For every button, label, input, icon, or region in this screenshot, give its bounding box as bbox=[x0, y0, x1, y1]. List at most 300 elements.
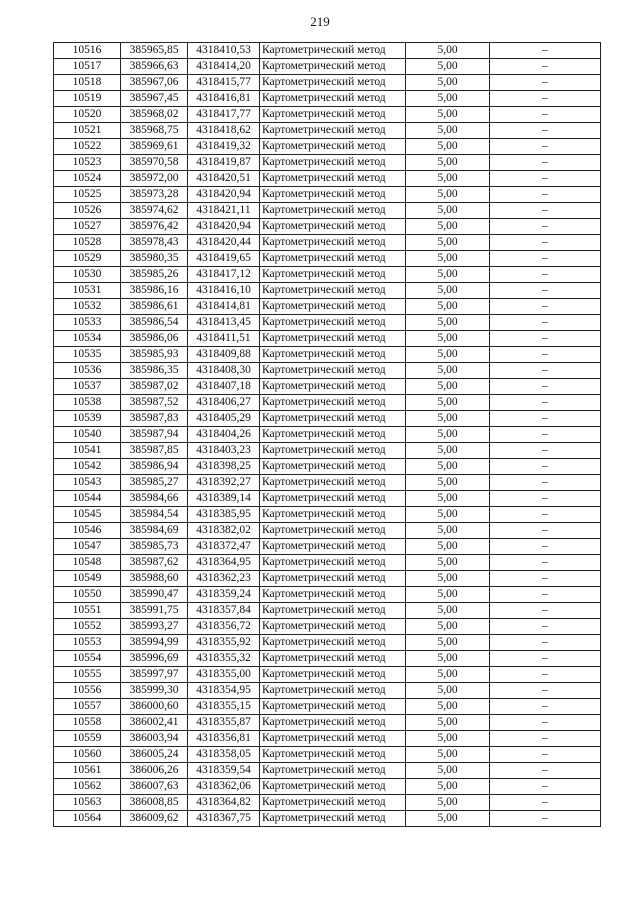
description-cell: – bbox=[490, 779, 601, 795]
accuracy-cell: 5,00 bbox=[406, 651, 490, 667]
x-coordinate-cell: 385980,35 bbox=[121, 251, 188, 267]
table-row bbox=[54, 363, 601, 379]
accuracy-cell: 5,00 bbox=[406, 603, 490, 619]
description-cell: – bbox=[490, 555, 601, 571]
description-cell: – bbox=[490, 763, 601, 779]
point-number-cell: 10555 bbox=[54, 667, 121, 683]
method-cell: Картометрический метод bbox=[260, 219, 406, 235]
point-number-cell: 10542 bbox=[54, 459, 121, 475]
table-row bbox=[54, 315, 601, 331]
y-coordinate-cell: 4318407,18 bbox=[188, 379, 260, 395]
description-cell: – bbox=[490, 603, 601, 619]
table-row bbox=[54, 139, 601, 155]
page-number: 219 bbox=[310, 14, 330, 29]
accuracy-cell: 5,00 bbox=[406, 555, 490, 571]
method-cell: Картометрический метод bbox=[260, 347, 406, 363]
table-row bbox=[54, 283, 601, 299]
accuracy-cell: 5,00 bbox=[406, 347, 490, 363]
x-coordinate-cell: 385987,52 bbox=[121, 395, 188, 411]
y-coordinate-cell: 4318415,77 bbox=[188, 75, 260, 91]
table-row bbox=[54, 395, 601, 411]
description-cell: – bbox=[490, 331, 601, 347]
method-cell: Картометрический метод bbox=[260, 635, 406, 651]
table-row bbox=[54, 699, 601, 715]
accuracy-cell: 5,00 bbox=[406, 699, 490, 715]
x-coordinate-cell: 385986,16 bbox=[121, 283, 188, 299]
method-cell: Картометрический метод bbox=[260, 619, 406, 635]
table-row bbox=[54, 251, 601, 267]
x-coordinate-cell: 385985,73 bbox=[121, 539, 188, 555]
x-coordinate-cell: 385993,27 bbox=[121, 619, 188, 635]
method-cell: Картометрический метод bbox=[260, 379, 406, 395]
y-coordinate-cell: 4318359,54 bbox=[188, 763, 260, 779]
y-coordinate-cell: 4318413,45 bbox=[188, 315, 260, 331]
description-cell: – bbox=[490, 459, 601, 475]
table-row bbox=[54, 571, 601, 587]
accuracy-cell: 5,00 bbox=[406, 667, 490, 683]
point-number-cell: 10551 bbox=[54, 603, 121, 619]
y-coordinate-cell: 4318389,14 bbox=[188, 491, 260, 507]
description-cell: – bbox=[490, 667, 601, 683]
description-cell: – bbox=[490, 267, 601, 283]
y-coordinate-cell: 4318411,51 bbox=[188, 331, 260, 347]
description-cell: – bbox=[490, 427, 601, 443]
accuracy-cell: 5,00 bbox=[406, 363, 490, 379]
x-coordinate-cell: 385990,47 bbox=[121, 587, 188, 603]
description-cell: – bbox=[490, 683, 601, 699]
accuracy-cell: 5,00 bbox=[406, 155, 490, 171]
accuracy-cell: 5,00 bbox=[406, 731, 490, 747]
method-cell: Картометрический метод bbox=[260, 203, 406, 219]
accuracy-cell: 5,00 bbox=[406, 43, 490, 59]
description-cell: – bbox=[490, 315, 601, 331]
description-cell: – bbox=[490, 523, 601, 539]
point-number-cell: 10533 bbox=[54, 315, 121, 331]
method-cell: Картометрический метод bbox=[260, 443, 406, 459]
accuracy-cell: 5,00 bbox=[406, 811, 490, 827]
point-number-cell: 10541 bbox=[54, 443, 121, 459]
description-cell: – bbox=[490, 283, 601, 299]
method-cell: Картометрический метод bbox=[260, 539, 406, 555]
x-coordinate-cell: 385973,28 bbox=[121, 187, 188, 203]
method-cell: Картометрический метод bbox=[260, 187, 406, 203]
x-coordinate-cell: 385984,66 bbox=[121, 491, 188, 507]
point-number-cell: 10531 bbox=[54, 283, 121, 299]
method-cell: Картометрический метод bbox=[260, 43, 406, 59]
method-cell: Картометрический метод bbox=[260, 571, 406, 587]
method-cell: Картометрический метод bbox=[260, 587, 406, 603]
y-coordinate-cell: 4318372,47 bbox=[188, 539, 260, 555]
description-cell: – bbox=[490, 411, 601, 427]
y-coordinate-cell: 4318406,27 bbox=[188, 395, 260, 411]
description-cell: – bbox=[490, 699, 601, 715]
point-number-cell: 10543 bbox=[54, 475, 121, 491]
method-cell: Картометрический метод bbox=[260, 683, 406, 699]
accuracy-cell: 5,00 bbox=[406, 75, 490, 91]
table-row bbox=[54, 443, 601, 459]
point-number-cell: 10547 bbox=[54, 539, 121, 555]
x-coordinate-cell: 385987,62 bbox=[121, 555, 188, 571]
y-coordinate-cell: 4318358,05 bbox=[188, 747, 260, 763]
accuracy-cell: 5,00 bbox=[406, 491, 490, 507]
method-cell: Картометрический метод bbox=[260, 299, 406, 315]
accuracy-cell: 5,00 bbox=[406, 59, 490, 75]
y-coordinate-cell: 4318364,82 bbox=[188, 795, 260, 811]
point-number-cell: 10556 bbox=[54, 683, 121, 699]
description-cell: – bbox=[490, 811, 601, 827]
table-row bbox=[54, 635, 601, 651]
x-coordinate-cell: 385986,61 bbox=[121, 299, 188, 315]
description-cell: – bbox=[490, 539, 601, 555]
description-cell: – bbox=[490, 171, 601, 187]
table-row bbox=[54, 683, 601, 699]
accuracy-cell: 5,00 bbox=[406, 571, 490, 587]
point-number-cell: 10534 bbox=[54, 331, 121, 347]
y-coordinate-cell: 4318354,95 bbox=[188, 683, 260, 699]
x-coordinate-cell: 385976,42 bbox=[121, 219, 188, 235]
x-coordinate-cell: 386003,94 bbox=[121, 731, 188, 747]
method-cell: Картометрический метод bbox=[260, 315, 406, 331]
y-coordinate-cell: 4318398,25 bbox=[188, 459, 260, 475]
description-cell: – bbox=[490, 251, 601, 267]
y-coordinate-cell: 4318408,30 bbox=[188, 363, 260, 379]
method-cell: Картометрический метод bbox=[260, 59, 406, 75]
y-coordinate-cell: 4318355,00 bbox=[188, 667, 260, 683]
description-cell: – bbox=[490, 747, 601, 763]
x-coordinate-cell: 385984,54 bbox=[121, 507, 188, 523]
point-number-cell: 10521 bbox=[54, 123, 121, 139]
y-coordinate-cell: 4318364,95 bbox=[188, 555, 260, 571]
table-row bbox=[54, 539, 601, 555]
y-coordinate-cell: 4318359,24 bbox=[188, 587, 260, 603]
method-cell: Картометрический метод bbox=[260, 411, 406, 427]
table-row bbox=[54, 123, 601, 139]
table-row bbox=[54, 779, 601, 795]
method-cell: Картометрический метод bbox=[260, 75, 406, 91]
point-number-cell: 10563 bbox=[54, 795, 121, 811]
x-coordinate-cell: 385988,60 bbox=[121, 571, 188, 587]
accuracy-cell: 5,00 bbox=[406, 715, 490, 731]
accuracy-cell: 5,00 bbox=[406, 523, 490, 539]
table-row bbox=[54, 43, 601, 59]
method-cell: Картометрический метод bbox=[260, 715, 406, 731]
x-coordinate-cell: 385967,45 bbox=[121, 91, 188, 107]
description-cell: – bbox=[490, 299, 601, 315]
description-cell: – bbox=[490, 347, 601, 363]
accuracy-cell: 5,00 bbox=[406, 331, 490, 347]
accuracy-cell: 5,00 bbox=[406, 395, 490, 411]
y-coordinate-cell: 4318403,23 bbox=[188, 443, 260, 459]
table-row bbox=[54, 75, 601, 91]
method-cell: Картометрический метод bbox=[260, 363, 406, 379]
table-row bbox=[54, 475, 601, 491]
accuracy-cell: 5,00 bbox=[406, 251, 490, 267]
accuracy-cell: 5,00 bbox=[406, 763, 490, 779]
method-cell: Картометрический метод bbox=[260, 763, 406, 779]
accuracy-cell: 5,00 bbox=[406, 635, 490, 651]
point-number-cell: 10564 bbox=[54, 811, 121, 827]
accuracy-cell: 5,00 bbox=[406, 187, 490, 203]
x-coordinate-cell: 386007,63 bbox=[121, 779, 188, 795]
method-cell: Картометрический метод bbox=[260, 155, 406, 171]
accuracy-cell: 5,00 bbox=[406, 747, 490, 763]
y-coordinate-cell: 4318355,15 bbox=[188, 699, 260, 715]
description-cell: – bbox=[490, 107, 601, 123]
point-number-cell: 10535 bbox=[54, 347, 121, 363]
table-row bbox=[54, 619, 601, 635]
y-coordinate-cell: 4318420,51 bbox=[188, 171, 260, 187]
method-cell: Картометрический метод bbox=[260, 667, 406, 683]
description-cell: – bbox=[490, 187, 601, 203]
x-coordinate-cell: 385986,94 bbox=[121, 459, 188, 475]
table-row bbox=[54, 235, 601, 251]
accuracy-cell: 5,00 bbox=[406, 411, 490, 427]
point-number-cell: 10560 bbox=[54, 747, 121, 763]
method-cell: Картометрический метод bbox=[260, 395, 406, 411]
point-number-cell: 10526 bbox=[54, 203, 121, 219]
y-coordinate-cell: 4318419,65 bbox=[188, 251, 260, 267]
x-coordinate-cell: 385978,43 bbox=[121, 235, 188, 251]
method-cell: Картометрический метод bbox=[260, 139, 406, 155]
table-row bbox=[54, 603, 601, 619]
table-row bbox=[54, 379, 601, 395]
accuracy-cell: 5,00 bbox=[406, 683, 490, 699]
point-number-cell: 10552 bbox=[54, 619, 121, 635]
table-row bbox=[54, 299, 601, 315]
coordinates-table bbox=[53, 42, 601, 827]
x-coordinate-cell: 386005,24 bbox=[121, 747, 188, 763]
y-coordinate-cell: 4318421,11 bbox=[188, 203, 260, 219]
method-cell: Картометрический метод bbox=[260, 331, 406, 347]
table-row bbox=[54, 651, 601, 667]
point-number-cell: 10536 bbox=[54, 363, 121, 379]
table-row bbox=[54, 203, 601, 219]
table-row bbox=[54, 171, 601, 187]
y-coordinate-cell: 4318414,81 bbox=[188, 299, 260, 315]
table-row bbox=[54, 347, 601, 363]
y-coordinate-cell: 4318419,87 bbox=[188, 155, 260, 171]
point-number-cell: 10520 bbox=[54, 107, 121, 123]
method-cell: Картометрический метод bbox=[260, 107, 406, 123]
description-cell: – bbox=[490, 795, 601, 811]
method-cell: Картометрический метод bbox=[260, 283, 406, 299]
description-cell: – bbox=[490, 587, 601, 603]
y-coordinate-cell: 4318382,02 bbox=[188, 523, 260, 539]
accuracy-cell: 5,00 bbox=[406, 299, 490, 315]
point-number-cell: 10544 bbox=[54, 491, 121, 507]
description-cell: – bbox=[490, 475, 601, 491]
accuracy-cell: 5,00 bbox=[406, 507, 490, 523]
method-cell: Картометрический метод bbox=[260, 123, 406, 139]
x-coordinate-cell: 385984,69 bbox=[121, 523, 188, 539]
table-row bbox=[54, 155, 601, 171]
y-coordinate-cell: 4318420,94 bbox=[188, 187, 260, 203]
description-cell: – bbox=[490, 635, 601, 651]
method-cell: Картометрический метод bbox=[260, 779, 406, 795]
method-cell: Картометрический метод bbox=[260, 651, 406, 667]
point-number-cell: 10550 bbox=[54, 587, 121, 603]
point-number-cell: 10527 bbox=[54, 219, 121, 235]
x-coordinate-cell: 385986,54 bbox=[121, 315, 188, 331]
point-number-cell: 10548 bbox=[54, 555, 121, 571]
x-coordinate-cell: 386002,41 bbox=[121, 715, 188, 731]
x-coordinate-cell: 385968,02 bbox=[121, 107, 188, 123]
table-row bbox=[54, 219, 601, 235]
description-cell: – bbox=[490, 507, 601, 523]
x-coordinate-cell: 386006,26 bbox=[121, 763, 188, 779]
point-number-cell: 10549 bbox=[54, 571, 121, 587]
x-coordinate-cell: 386008,85 bbox=[121, 795, 188, 811]
method-cell: Картометрический метод bbox=[260, 171, 406, 187]
accuracy-cell: 5,00 bbox=[406, 171, 490, 187]
point-number-cell: 10554 bbox=[54, 651, 121, 667]
y-coordinate-cell: 4318414,20 bbox=[188, 59, 260, 75]
point-number-cell: 10546 bbox=[54, 523, 121, 539]
y-coordinate-cell: 4318418,62 bbox=[188, 123, 260, 139]
point-number-cell: 10522 bbox=[54, 139, 121, 155]
y-coordinate-cell: 4318392,27 bbox=[188, 475, 260, 491]
table-row bbox=[54, 555, 601, 571]
y-coordinate-cell: 4318409,88 bbox=[188, 347, 260, 363]
y-coordinate-cell: 4318355,32 bbox=[188, 651, 260, 667]
method-cell: Картометрический метод bbox=[260, 731, 406, 747]
method-cell: Картометрический метод bbox=[260, 699, 406, 715]
table-row bbox=[54, 267, 601, 283]
x-coordinate-cell: 385987,85 bbox=[121, 443, 188, 459]
x-coordinate-cell: 385972,00 bbox=[121, 171, 188, 187]
point-number-cell: 10537 bbox=[54, 379, 121, 395]
description-cell: – bbox=[490, 395, 601, 411]
method-cell: Картометрический метод bbox=[260, 91, 406, 107]
point-number-cell: 10529 bbox=[54, 251, 121, 267]
method-cell: Картометрический метод bbox=[260, 235, 406, 251]
method-cell: Картометрический метод bbox=[260, 811, 406, 827]
table-row bbox=[54, 107, 601, 123]
table-row bbox=[54, 331, 601, 347]
x-coordinate-cell: 386000,60 bbox=[121, 699, 188, 715]
description-cell: – bbox=[490, 59, 601, 75]
description-cell: – bbox=[490, 443, 601, 459]
x-coordinate-cell: 385987,83 bbox=[121, 411, 188, 427]
method-cell: Картометрический метод bbox=[260, 267, 406, 283]
description-cell: – bbox=[490, 651, 601, 667]
point-number-cell: 10561 bbox=[54, 763, 121, 779]
y-coordinate-cell: 4318416,81 bbox=[188, 91, 260, 107]
y-coordinate-cell: 4318419,32 bbox=[188, 139, 260, 155]
y-coordinate-cell: 4318405,29 bbox=[188, 411, 260, 427]
x-coordinate-cell: 385965,85 bbox=[121, 43, 188, 59]
y-coordinate-cell: 4318420,94 bbox=[188, 219, 260, 235]
point-number-cell: 10530 bbox=[54, 267, 121, 283]
y-coordinate-cell: 4318410,53 bbox=[188, 43, 260, 59]
accuracy-cell: 5,00 bbox=[406, 619, 490, 635]
point-number-cell: 10540 bbox=[54, 427, 121, 443]
x-coordinate-cell: 385987,02 bbox=[121, 379, 188, 395]
coordinates-table-body bbox=[54, 43, 601, 827]
accuracy-cell: 5,00 bbox=[406, 459, 490, 475]
point-number-cell: 10523 bbox=[54, 155, 121, 171]
table-row bbox=[54, 731, 601, 747]
x-coordinate-cell: 385987,94 bbox=[121, 427, 188, 443]
point-number-cell: 10532 bbox=[54, 299, 121, 315]
method-cell: Картометрический метод bbox=[260, 475, 406, 491]
accuracy-cell: 5,00 bbox=[406, 587, 490, 603]
accuracy-cell: 5,00 bbox=[406, 235, 490, 251]
description-cell: – bbox=[490, 139, 601, 155]
table-row bbox=[54, 763, 601, 779]
y-coordinate-cell: 4318356,81 bbox=[188, 731, 260, 747]
accuracy-cell: 5,00 bbox=[406, 379, 490, 395]
x-coordinate-cell: 385974,62 bbox=[121, 203, 188, 219]
table-row bbox=[54, 747, 601, 763]
accuracy-cell: 5,00 bbox=[406, 107, 490, 123]
accuracy-cell: 5,00 bbox=[406, 475, 490, 491]
x-coordinate-cell: 385997,97 bbox=[121, 667, 188, 683]
point-number-cell: 10519 bbox=[54, 91, 121, 107]
point-number-cell: 10538 bbox=[54, 395, 121, 411]
y-coordinate-cell: 4318356,72 bbox=[188, 619, 260, 635]
method-cell: Картометрический метод bbox=[260, 251, 406, 267]
description-cell: – bbox=[490, 219, 601, 235]
x-coordinate-cell: 385985,27 bbox=[121, 475, 188, 491]
x-coordinate-cell: 385986,35 bbox=[121, 363, 188, 379]
y-coordinate-cell: 4318385,95 bbox=[188, 507, 260, 523]
point-number-cell: 10524 bbox=[54, 171, 121, 187]
y-coordinate-cell: 4318362,23 bbox=[188, 571, 260, 587]
description-cell: – bbox=[490, 203, 601, 219]
description-cell: – bbox=[490, 619, 601, 635]
description-cell: – bbox=[490, 571, 601, 587]
accuracy-cell: 5,00 bbox=[406, 203, 490, 219]
accuracy-cell: 5,00 bbox=[406, 443, 490, 459]
description-cell: – bbox=[490, 91, 601, 107]
y-coordinate-cell: 4318355,87 bbox=[188, 715, 260, 731]
table-row bbox=[54, 507, 601, 523]
x-coordinate-cell: 385999,30 bbox=[121, 683, 188, 699]
x-coordinate-cell: 386009,62 bbox=[121, 811, 188, 827]
accuracy-cell: 5,00 bbox=[406, 539, 490, 555]
x-coordinate-cell: 385986,06 bbox=[121, 331, 188, 347]
table-row bbox=[54, 91, 601, 107]
x-coordinate-cell: 385996,69 bbox=[121, 651, 188, 667]
method-cell: Картометрический метод bbox=[260, 427, 406, 443]
y-coordinate-cell: 4318416,10 bbox=[188, 283, 260, 299]
table-row bbox=[54, 427, 601, 443]
x-coordinate-cell: 385985,93 bbox=[121, 347, 188, 363]
table-row bbox=[54, 795, 601, 811]
table-row bbox=[54, 59, 601, 75]
point-number-cell: 10562 bbox=[54, 779, 121, 795]
description-cell: – bbox=[490, 155, 601, 171]
description-cell: – bbox=[490, 235, 601, 251]
y-coordinate-cell: 4318357,84 bbox=[188, 603, 260, 619]
table-row bbox=[54, 491, 601, 507]
y-coordinate-cell: 4318417,12 bbox=[188, 267, 260, 283]
point-number-cell: 10558 bbox=[54, 715, 121, 731]
point-number-cell: 10517 bbox=[54, 59, 121, 75]
x-coordinate-cell: 385969,61 bbox=[121, 139, 188, 155]
y-coordinate-cell: 4318417,77 bbox=[188, 107, 260, 123]
accuracy-cell: 5,00 bbox=[406, 91, 490, 107]
description-cell: – bbox=[490, 363, 601, 379]
y-coordinate-cell: 4318367,75 bbox=[188, 811, 260, 827]
point-number-cell: 10539 bbox=[54, 411, 121, 427]
method-cell: Картометрический метод bbox=[260, 747, 406, 763]
description-cell: – bbox=[490, 43, 601, 59]
x-coordinate-cell: 385985,26 bbox=[121, 267, 188, 283]
point-number-cell: 10557 bbox=[54, 699, 121, 715]
accuracy-cell: 5,00 bbox=[406, 283, 490, 299]
